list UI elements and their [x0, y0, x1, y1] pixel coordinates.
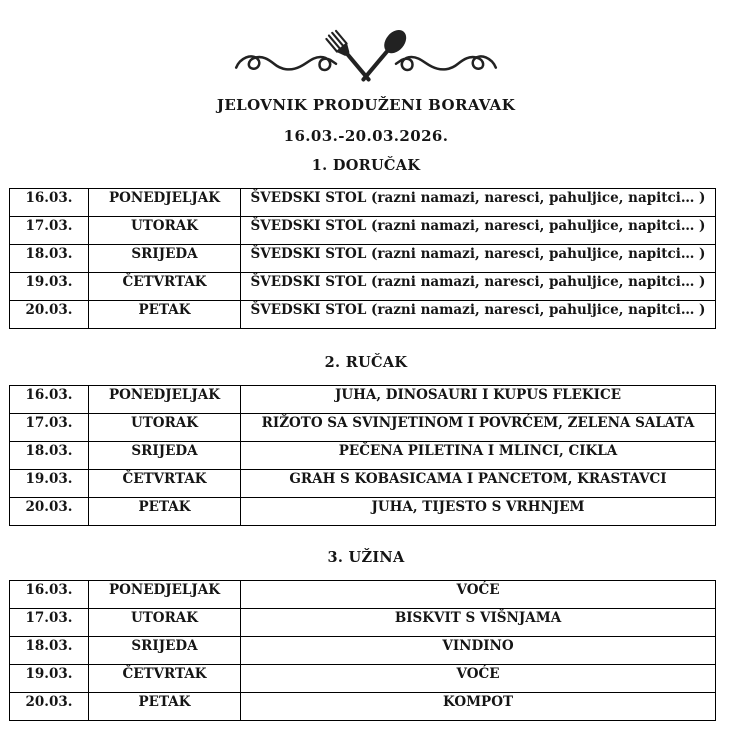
meal-cell: JUHA, DINOSAURI I KUPUS FLEKICE — [241, 386, 716, 414]
date-cell: 18.03. — [10, 637, 89, 665]
table-row — [10, 609, 716, 637]
date-range: 16.03.-20.03.2026. — [283, 127, 449, 145]
date-cell: 20.03. — [10, 301, 89, 329]
date-cell: 16.03. — [10, 386, 89, 414]
table-row — [10, 693, 716, 721]
meal-cell: PEČENA PILETINA I MLINCI, CIKLA — [241, 442, 716, 470]
date-cell: 19.03. — [10, 665, 89, 693]
meal-cell: VINDINO — [241, 637, 716, 665]
day-cell: PONEDJELJAK — [89, 189, 241, 217]
snack-table — [9, 580, 716, 721]
table-row — [10, 470, 716, 498]
table-row — [10, 217, 716, 245]
table-row — [10, 273, 716, 301]
table-row — [10, 245, 716, 273]
flourish-right-icon — [396, 56, 496, 70]
date-cell: 19.03. — [10, 470, 89, 498]
date-cell: 18.03. — [10, 245, 89, 273]
date-cell: 19.03. — [10, 273, 89, 301]
table-row — [10, 581, 716, 609]
day-cell: PETAK — [89, 498, 241, 526]
meal-cell: ŠVEDSKI STOL (razni namazi, naresci, pahuljice, napitci… ) — [241, 217, 716, 245]
crossed-fork-spoon-icon — [230, 25, 502, 87]
meal-cell: ŠVEDSKI STOL (razni namazi, naresci, pahuljice, napitci… ) — [241, 273, 716, 301]
table-row — [10, 301, 716, 329]
meal-cell: KOMPOT — [241, 693, 716, 721]
day-cell: UTORAK — [89, 609, 241, 637]
day-cell: PETAK — [89, 693, 241, 721]
table-row — [10, 386, 716, 414]
section-heading-dorucak: 1. DORUČAK — [311, 157, 421, 174]
section-heading-uzina: 3. UŽINA — [327, 549, 405, 566]
date-cell: 20.03. — [10, 498, 89, 526]
day-cell: SRIJEDA — [89, 637, 241, 665]
meal-cell: JUHA, TIJESTO S VRHNJEM — [241, 498, 716, 526]
meal-cell: ŠVEDSKI STOL (razni namazi, naresci, pahuljice, napitci… ) — [241, 245, 716, 273]
table-row — [10, 442, 716, 470]
lunch-table — [9, 385, 716, 526]
table-row — [10, 189, 716, 217]
meal-cell: BISKVIT S VIŠNJAMA — [241, 609, 716, 637]
date-cell: 16.03. — [10, 189, 89, 217]
spoon-icon — [356, 26, 410, 86]
date-cell: 20.03. — [10, 693, 89, 721]
flourish-left-icon — [236, 56, 336, 70]
day-cell: UTORAK — [89, 414, 241, 442]
meal-cell: GRAH S KOBASICAMA I PANCETOM, KRASTAVCI — [241, 470, 716, 498]
day-cell: PETAK — [89, 301, 241, 329]
day-cell: ČETVRTAK — [89, 470, 241, 498]
date-cell: 17.03. — [10, 414, 89, 442]
day-cell: UTORAK — [89, 217, 241, 245]
date-cell: 17.03. — [10, 217, 89, 245]
meal-cell: ŠVEDSKI STOL (razni namazi, naresci, pahuljice, napitci… ) — [241, 301, 716, 329]
breakfast-table — [9, 188, 716, 329]
day-cell: ČETVRTAK — [89, 273, 241, 301]
cutlery-flourish-ornament — [0, 0, 732, 88]
day-cell: ČETVRTAK — [89, 665, 241, 693]
day-cell: SRIJEDA — [89, 442, 241, 470]
day-cell: PONEDJELJAK — [89, 581, 241, 609]
table-row — [10, 498, 716, 526]
meal-cell: RIŽOTO SA SVINJETINOM I POVRĆEM, ZELENA SALATA — [241, 414, 716, 442]
date-cell: 17.03. — [10, 609, 89, 637]
day-cell: SRIJEDA — [89, 245, 241, 273]
table-row — [10, 665, 716, 693]
meal-cell: ŠVEDSKI STOL (razni namazi, naresci, pahuljice, napitci… ) — [241, 189, 716, 217]
day-cell: PONEDJELJAK — [89, 386, 241, 414]
section-heading-rucak: 2. RUČAK — [324, 354, 408, 371]
meal-cell: VOĆE — [241, 581, 716, 609]
meal-cell: VOĆE — [241, 665, 716, 693]
page-title: JELOVNIK PRODUŽENI BORAVAK — [216, 96, 516, 114]
table-row — [10, 637, 716, 665]
table-row — [10, 414, 716, 442]
date-cell: 18.03. — [10, 442, 89, 470]
date-cell: 16.03. — [10, 581, 89, 609]
